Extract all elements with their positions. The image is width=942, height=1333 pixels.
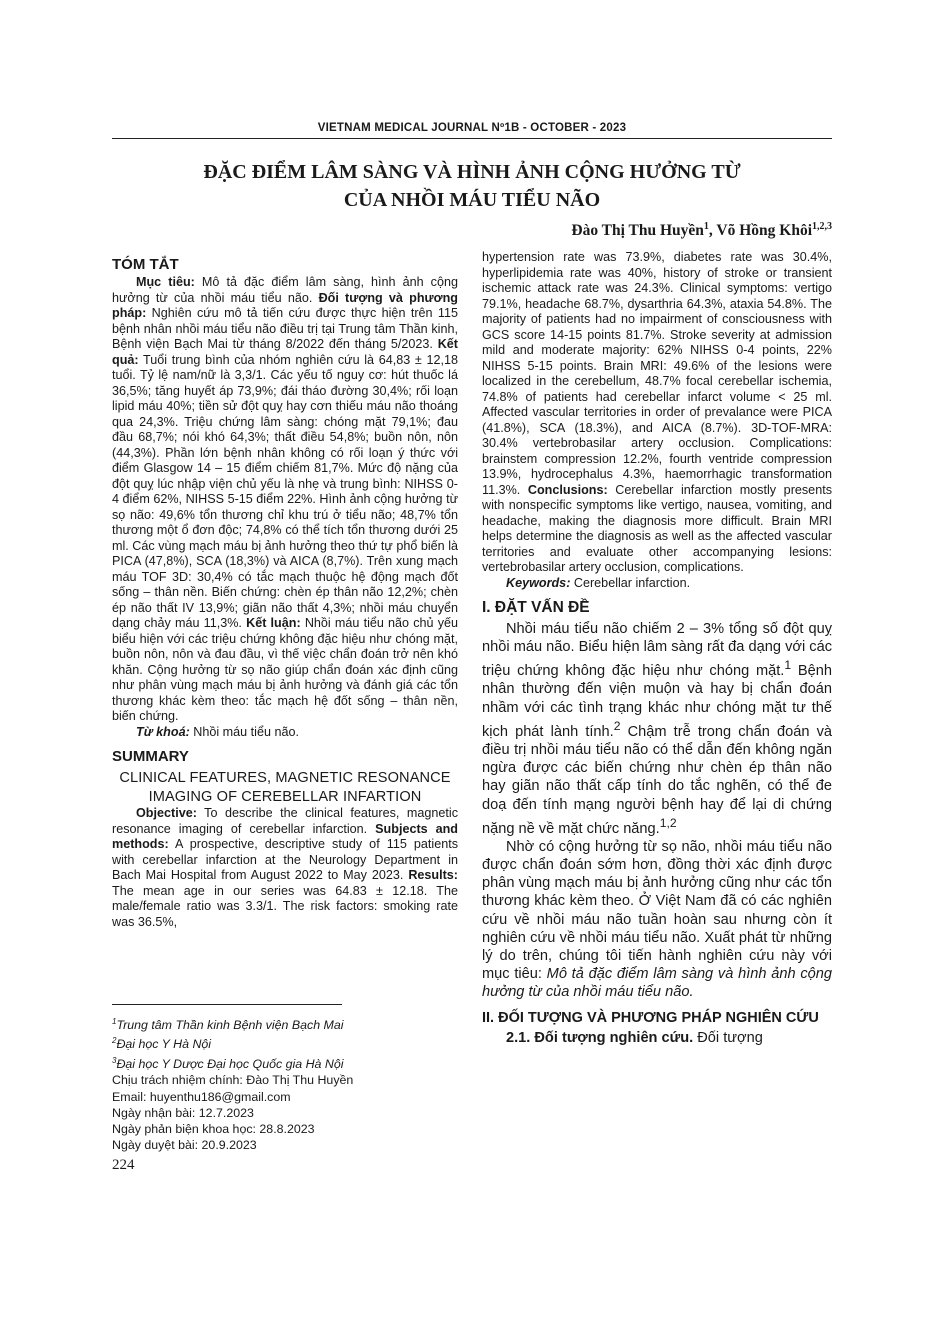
title-line-2: CỦA NHỒI MÁU TIỂU NÃO — [343, 189, 601, 211]
muctieu-label: Mục tiêu: — [136, 275, 195, 289]
authors — [480, 221, 832, 240]
page-number: 224 — [112, 1157, 135, 1173]
summary-title — [112, 769, 458, 806]
footnote-1: $^1$Trung tâm Thần kinh Bệnh viện Bạch Mai — [112, 1017, 344, 1033]
footnote-2: $^2$Đại học Y Hà Nội — [112, 1036, 212, 1052]
corresponding-email: Email: huyenthu186@gmail.com — [112, 1089, 291, 1104]
header-rule — [112, 138, 832, 139]
date-accepted: Ngày duyệt bài: 20.9.2023 — [112, 1138, 257, 1153]
summary-keywords — [482, 576, 832, 592]
section-1-paragraph-2: Nhờ có cộng hưởng từ sọ não, nhồi máu tiểu não được chẩn đoán sớm hơn, đồng thời xác định được phân vùng mạch máu bị ảnh hưởng cũng như các tổn thương khác kèm theo. Ở Việt Nam đã có các nghiên cứu về nhồi máu não tuần hoàn sau nhưng còn ít nghiên cứu về nhồi máu tiểu não. Xuất phát từ những lý do trên, chúng tôi tiến hành nghiên cứu này với mục tiêu: Mô tả đặc điểm lâm sàng và hình ảnh cộng hưởng từ của nhồi máu tiểu não. — [482, 838, 832, 1001]
ketluan-label: Kết luận: — [246, 616, 301, 630]
section-2-heading: II. ĐỐI TƯỢNG VÀ PHƯƠNG PHÁP NGHIÊN CỨU — [482, 1009, 819, 1026]
right-column — [482, 250, 832, 1047]
date-received: Ngày nhận bài: 12.7.2023 — [112, 1105, 254, 1120]
conclusions-text: Cerebellar infarction mostly presents with nonspecific symptoms like vertigo, nausea, vomiting, and headache, making the diagnosis more difficult. Brain MRI helps determine the diagnosis as well as the affected vascular territories and evaluate other accompanying lesions: vertebrobasilar artery occlusion, complications. — [482, 482, 832, 574]
footnotes — [112, 1014, 458, 1154]
subjects-text: A prospective, descriptive study of 115 patients with cerebellar infarction at the Neurology Department in Bach Mai Hospital from August 2022 to May 2023. — [112, 837, 458, 882]
objective-text: To describe the clinical features, magnetic resonance imaging of cerebellar infarction. — [112, 806, 458, 836]
summary-title-line-1: CLINICAL FEATURES, MAGNETIC RESONANCE — [119, 770, 451, 786]
author-2: Võ Hồng Khôi — [716, 222, 812, 240]
summary-heading: SUMMARY — [112, 748, 189, 765]
subjects-label: Subjects and methods: — [112, 821, 459, 851]
section-2-paragraph: 2.1. Đối tượng nghiên cứu. Đối tượng — [506, 1029, 763, 1046]
keywords-text: Cerebellar infarction. — [570, 575, 691, 590]
doituong-label: Đối tượng và phương pháp: — [112, 290, 458, 320]
summary-abstract-left — [112, 806, 458, 930]
summary-title-line-2: IMAGING OF CEREBELLAR INFARTION — [148, 788, 422, 805]
author-2-affiliation: 1,2,3 — [812, 221, 832, 232]
conclusions-label: Conclusions: — [527, 482, 608, 497]
objective-label: Objective: — [136, 806, 197, 820]
author-1: Đào Thị Thu Huyền — [571, 222, 704, 240]
doituong-text: Nghiên cứu mô tả tiến cứu được thực hiện trên 115 bệnh nhân nhồi máu tiểu não điều trị tại Trung tâm Thần kinh, Bệnh viện Bạch Mai từ tháng 8/2022 đến tháng 5/2023. — [112, 306, 458, 351]
ketluan-text: Nhồi máu tiểu não chủ yếu biểu hiện với các triệu chứng không đặc hiệu như chóng mặt, buồn nôn, nôn và đau đầu, vì thế việc chẩn đoán trở nên khó khăn. Cộng hưởng từ sọ não giúp chẩn đoán xác định cũng như phân vùng mạch máu bị ảnh hưởng và đánh giá các tổn thương khác kèm theo: tắc mạch hệ đốt sống – thân nền, biến chứng. — [112, 616, 459, 723]
section-1-heading: I. ĐẶT VẤN ĐỀ — [482, 599, 590, 616]
footnote-rule — [112, 1004, 342, 1005]
tomtat-keywords — [112, 725, 458, 741]
journal-header: VIETNAM MEDICAL JOURNAL Nº1B - OCTOBER - 2023 — [317, 122, 627, 134]
tomtat-heading: TÓM TẮT — [112, 256, 179, 273]
section-1-paragraph-1: Nhồi máu tiểu não chiếm 2 – 3% tổng số đột quỵ nhồi máu não. Biểu hiện lâm sàng rất đa dạng với các triệu chứng không đặc hiệu như chóng mặt.$^1$ Bệnh nhân thường đến viện muộn và hay bị chẩn đoán nhầm với các tình trạng khác như chóng mặt tư thế kịch phát lành tính.$^2$ Chậm trễ trong chẩn đoán và điều trị nhồi máu tiểu não có thể dẫn đến không ngăn ngừa được các biến chứng như chèn ép thân não hay giãn não thất cấp tính do tắc nghẽn, có thể đe doạ đến tính mạng người bệnh hay để lại di chứng nặng nề về mặt chức năng.$^{1,2}$ — [482, 621, 833, 837]
footnote-3: $^3$Đại học Y Dược Đại học Quốc gia Hà Nội — [112, 1055, 344, 1071]
author-1-affiliation: 1 — [703, 221, 709, 232]
corresponding-author: Chịu trách nhiệm chính: Đào Thị Thu Huyền — [112, 1073, 354, 1088]
ketqua-label: Kết quả: — [112, 337, 458, 367]
results-text-left: The mean age in our series was 64.83 ± 12.18. The male/female ratio was 3.3/1. The risk factors: smoking rate was 36.5%, — [112, 883, 458, 929]
keywords-label: Keywords: — [506, 575, 571, 590]
left-column — [112, 256, 458, 930]
ketqua-text: Tuổi trung bình của nhóm nghiên cứu là 64,83 ± 12,18 tuổi. Tỷ lệ nam/nữ là 3,3/1. Các yếu tố nguy cơ: hút thuốc lá 36,5%; tăng huyết áp 73,9%; đái tháo đường 30,4%; rối loạn lipid máu 40%; tiền sử đột quỵ hay cơn thiếu máu não thoáng qua 24,3%. Triệu chứng lâm sàng: chóng mặt 79,1%; đau đầu 68,7%; nói khó 64,3%; thất điều 54,8%; buồn nôn, nôn (44,3%). Phần lớn bệnh nhân không có rối loạn ý thức với điểm Glasgow 14 – 15 điểm chiếm 81,7%. Mức độ nặng của đột quỵ lúc nhập viện chủ yếu là nhẹ và trung bình: NIHSS 0-4 điểm 62%, NIHSS 5-15 điểm 22%. Hình ảnh cộng hưởng từ sọ não: 49,6% tổn thương chỉ khu trú ở tiểu não; 48,7% tổn thương một ổ đơn độc; 74,8% có thể tích tổn thương dưới 25 ml. Các vùng mạch máu bị ảnh hưởng theo thứ tự phổ biến là PICA (47,8%), SCA (18,3%) và AICA (8,7%). Trên xung mạch máu TOF 3D: 30,4% có tắc mạch thuộc hệ động mạch đốt sống – thân nền. Biến chứng: chèn ép thân não 12,2%; chèn ép não thất IV 13,9%; giãn não thất 4,3%; nhồi máu chuyển dạng chảy máu 11,3%. — [112, 352, 458, 630]
title-line-1: ĐẶC ĐIỂM LÂM SÀNG VÀ HÌNH ẢNH CỘNG HƯỞNG TỪ — [203, 161, 741, 183]
author-separator: , — [708, 222, 717, 240]
muctieu-text: Mô tả đặc điểm lâm sàng, hình ảnh cộng hưởng từ của nhồi máu tiểu não. — [112, 275, 458, 305]
tukhoa-label: Từ khoá: — [136, 724, 190, 739]
tomtat-abstract — [112, 275, 458, 725]
article-title — [112, 158, 832, 214]
results-label: Results: — [408, 868, 458, 882]
tukhoa-text: Nhồi máu tiểu não. — [189, 724, 299, 739]
summary-abstract-right — [482, 250, 832, 576]
date-reviewed: Ngày phản biện khoa học: 28.8.2023 — [112, 1122, 315, 1137]
results-text-right: hypertension rate was 73.9%, diabetes rate was 30.4%, hyperlipidemia rate was 40%, history of stroke or transient ischemic attack rate was 24.3%. Clinical symptoms: vertigo 79.1%, headache 68.7%, dysarthria 64.3%, ataxia 54.8%. The majority of patients had no impairment of consciousness with GCS score 14-15 points 81.7%. Stroke severity at admission mild and moderate majority: 62% NIHSS 0-4 points, 22% NIHSS 5-15 points. Brain MRI: 49.6% of the lesions were localized in the cerebellum, 48.7% focal cerebellar ischemia, 74.8% of patients had cerebellar infarct volume < 25 ml. Affected vascular territories in order of prevalance were PICA (41.8%), SCA (18.3%), and AICA (8.7%). 3D-TOF-MRA: 30.4% vertebrobasilar artery occlusion. Complications: brainstem compression 12.2%, fourth ventride compression 13.9%, hydrocephalus 4.3%, haemorrhagic transformation 11.3%. — [482, 250, 832, 497]
